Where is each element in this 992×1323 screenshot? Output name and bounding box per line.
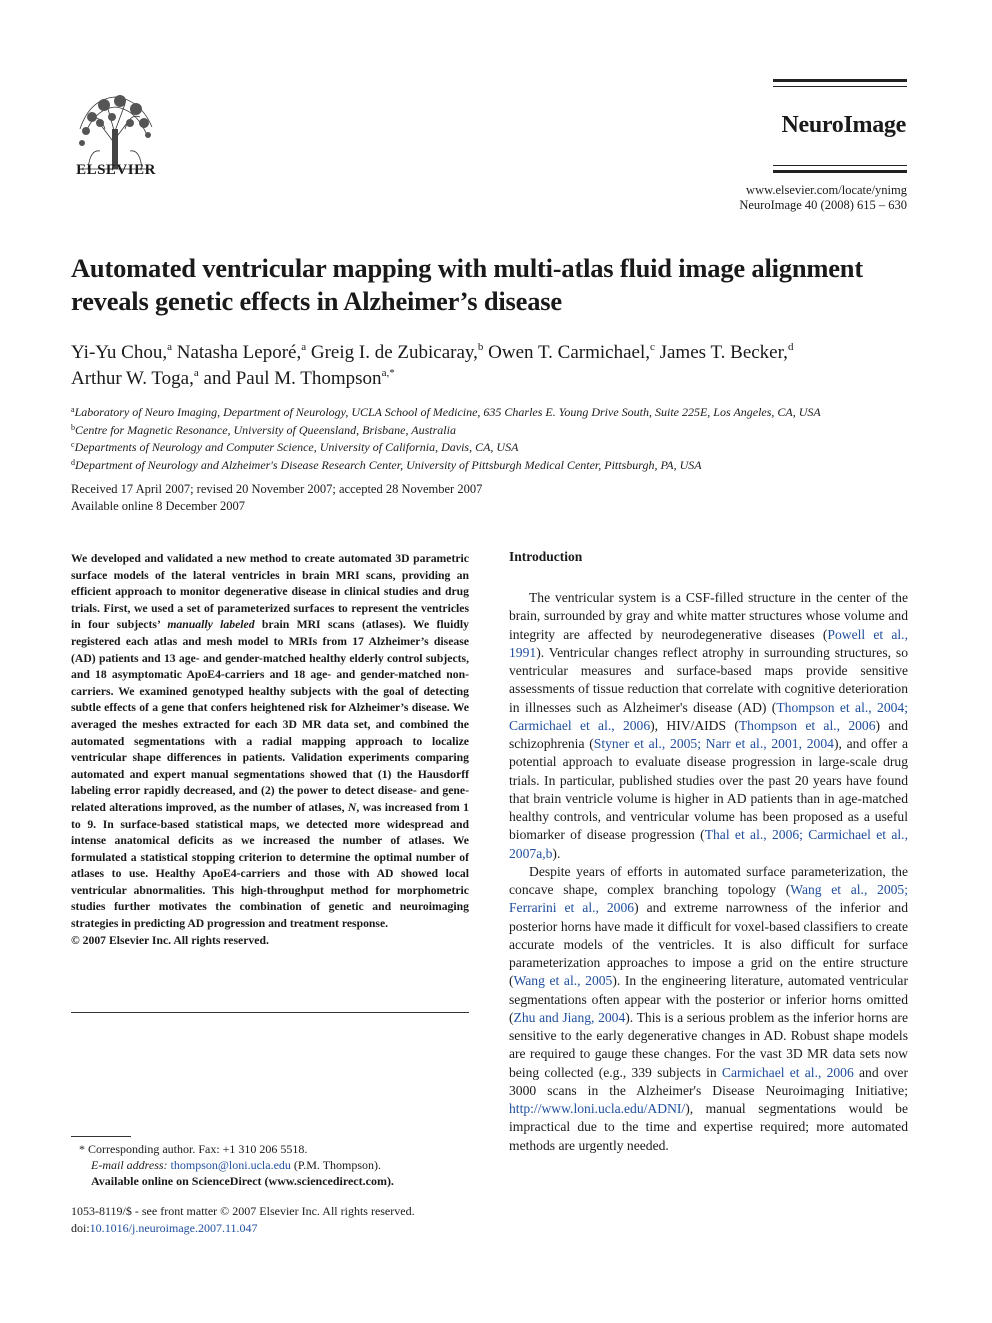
publisher-name: ELSEVIER bbox=[76, 162, 156, 178]
author: Yi-Yu Chou,$^a$ bbox=[71, 341, 172, 363]
affiliation: $^a$Laboratory of Neuro Imaging, Department of Neurology, UCLA School of Medicine, 635 Charles E. Young Drive South, Suite 225E, Los Angeles, CA, USA bbox=[71, 405, 821, 419]
header-rule-bottom-thin bbox=[773, 165, 907, 166]
affiliations bbox=[71, 404, 931, 474]
journal-url[interactable]: www.elsevier.com/locate/ynimg bbox=[746, 183, 907, 197]
citation-link[interactable]: Carmichael et al., 2006 bbox=[721, 1064, 854, 1080]
received-dates: Received 17 April 2007; revised 20 November 2007; accepted 28 November 2007 bbox=[71, 482, 483, 496]
author: and Paul M. Thompson$^{a,*}$ bbox=[203, 367, 395, 389]
affiliation: $^d$Department of Neurology and Alzheimer's Disease Research Center, University of Pittsburgh Medical Center, Pittsburgh, PA, USA bbox=[71, 457, 702, 472]
citation-link[interactable]: Zhu and Jiang, 2004 bbox=[513, 1009, 626, 1025]
section-heading-introduction: Introduction bbox=[509, 549, 583, 564]
intro-text: ), manual segmentations would be impractical due to the time and expertise required; more automated methods are urgently needed. bbox=[509, 1101, 908, 1153]
available-date: Available online 8 December 2007 bbox=[71, 498, 246, 513]
author: Natasha Leporé,$^a$ bbox=[176, 341, 307, 363]
citation-link[interactable]: Wang et al., 2005 bbox=[513, 973, 613, 989]
journal-name: NeuroImage bbox=[781, 112, 906, 138]
citation-link[interactable]: Styner et al., 2005; Narr et al., 2001, 2004 bbox=[593, 736, 834, 751]
issn-line: 1053-8119/$ - see front matter © 2007 Elsevier Inc. All rights reserved. bbox=[71, 1204, 415, 1218]
citation-link[interactable]: Thompson et al., 2006 bbox=[738, 717, 876, 733]
affiliation: $^c$Departments of Neurology and Computer Science, University of California, Davis, CA, USA bbox=[71, 440, 519, 454]
intro-text: ) and schizophrenia ( bbox=[509, 717, 908, 751]
intro-text: ) and extreme narrowness of the inferior and posterior horns have made it difficult for voxel-based classifiers to create accurate models of the ventricles. It is also difficult for surface parameterization approaches to impose a grid on the entire structure ( bbox=[509, 900, 909, 989]
abstract-rule bbox=[71, 1012, 469, 1013]
citation-link[interactable]: Wang et al., 2005; Ferrarini et al., 2006 bbox=[509, 882, 908, 916]
citation-link[interactable]: Thompson et al., 2004; Carmichael et al., 2006 bbox=[509, 699, 909, 733]
intro-text: ), HIV/AIDS ( bbox=[650, 717, 739, 733]
header-rule-top bbox=[773, 79, 907, 82]
intro-text: ). Ventricular changes reflect atrophy in surrounding structures, so ventricular measures and surface-based maps provide sensitive assessments of tissue reduction that correlate with cognitive deterioration in illnesses such as Alzheimer's disease (AD) ( bbox=[509, 644, 908, 715]
abstract: We developed and validated a new method to create automated 3D parametric surface models of the lateral ventricles in brain MRI scans, providing an efficient approach to monitor degenerative disease in clinical studies and drug trials. First, we used a set of parameterized surfaces to represent the ventricles in four subjects’ manually labeled brain MRI scans (atlases). We fluidly registered each atlas and mesh model to MRIs from 17 Alzheimer’s disease (AD) patients and 13 age- and gender-matched healthy elderly control subjects, and 18 asymptomatic ApoE4-carriers and 18 age- and gender-matched non-carriers. We examined genotyped healthy subjects with the goal of detecting subtle effects of a gene that confers heightened risk for Alzheimer’s disease. We averaged the meshes extracted for each 3D MR data set, and combined the automated segmentations with a radial mapping approach to localize ventricular shape differences in patients. Validation experiments comparing automated and expert manual segmentations showed that (1) the Hausdorff labeling error rapidly decreased, and (2) the power to detect disease- and gene-related alterations improved, as the number of atlases, N, was increased from 1 to 9. In surface-based statistical maps, we detected more widespread and intense anatomical deficits as we increased the number of atlases. We formulated a statistical stopping criterion to determine the optimal number of atlases to use. Healthy ApoE4-carriers and those with AD showed local ventricular abnormalities. This high-throughput method for morphometric studies further motivates the combination of genetic and neuroimaging strategies in predicting AD progression and treatment response. © 2007 Elsevier Inc. All rights reserved. bbox=[71, 551, 469, 949]
journal-meta bbox=[739, 183, 907, 212]
article-title: Automated ventricular mapping with multi-atlas fluid image alignment reveals genetic effects in Alzheimer’s disease bbox=[71, 253, 863, 316]
citation-link[interactable]: Thal et al., 2006; Carmichael et al., 2007a,b bbox=[509, 827, 908, 861]
footnote-rule bbox=[71, 1136, 131, 1137]
header-rule-top-thin bbox=[773, 86, 907, 87]
intro-paragraph-2 bbox=[509, 863, 908, 1155]
intro-text: and over 3000 scans in the Alzheimer's Disease Neuroimaging Initiative; bbox=[509, 1064, 908, 1098]
doi-line: doi:10.1016/j.neuroimage.2007.11.047 bbox=[71, 1221, 258, 1235]
author: James T. Becker,$^d$ bbox=[659, 341, 794, 363]
abstract-copyright: © 2007 Elsevier Inc. All rights reserved. bbox=[71, 933, 269, 947]
intro-text: ). This is a serious problem as the inferior horns are sensitive to the early degenerative changes in AD. Robust shape models are required to gauge these changes. For the vast 3D MR data sets now being collected (e.g., 339 subjects in bbox=[509, 1009, 908, 1080]
doi-link[interactable]: 10.1016/j.neuroimage.2007.11.047 bbox=[89, 1221, 258, 1235]
author: Owen T. Carmichael,$^c$ bbox=[488, 341, 655, 363]
intro-text: Despite years of efforts in automated surface parameterization, the concave shape, complex branching topology ( bbox=[509, 863, 908, 897]
introduction-body bbox=[509, 589, 908, 1155]
intro-text: ), and offer a potential approach to evaluate disease progression in large-scale drug trials. In particular, published studies over the past 20 years have found that brain ventricle volume is higher in AD patients than in age-matched healthy controls, and ventricular volume has been proposed as a useful biomarker of disease progression ( bbox=[509, 736, 909, 843]
author-list bbox=[71, 340, 921, 392]
header-rule-bottom bbox=[773, 170, 907, 173]
journal-citation: NeuroImage 40 (2008) 615 – 630 bbox=[739, 197, 907, 212]
intro-text: ). In the engineering literature, automated ventricular segmentations often appear with the posterior or inferior horns omitted ( bbox=[509, 973, 908, 1025]
citation-link[interactable]: http://www.loni.ucla.edu/ADNI/ bbox=[509, 1101, 686, 1116]
email-link[interactable]: thompson@loni.ucla.edu bbox=[170, 1158, 291, 1172]
intro-paragraph-1 bbox=[509, 589, 908, 863]
footnote bbox=[71, 1141, 471, 1189]
issn-block bbox=[71, 1203, 415, 1237]
author: Greig I. de Zubicaray,$^b$ bbox=[310, 341, 484, 363]
email-line: E-mail address: thompson@loni.ucla.edu (P.M. Thompson). bbox=[91, 1158, 382, 1172]
intro-text: The ventricular system is a CSF-filled structure in the center of the brain, surrounded by gray and white matter structures whose volume and integrity are affected by neurodegenerative diseases ( bbox=[509, 590, 908, 642]
corresponding-author: * Corresponding author. Fax: +1 310 206 5518. bbox=[79, 1142, 308, 1156]
sciencedirect-note: Available online on ScienceDirect (www.sciencedirect.com). bbox=[91, 1174, 394, 1188]
article-dates bbox=[71, 481, 482, 514]
affiliation: $^b$Centre for Magnetic Resonance, University of Queensland, Brisbane, Australia bbox=[71, 422, 456, 437]
author: Arthur W. Toga,$^a$ bbox=[71, 367, 199, 389]
intro-text: ). bbox=[552, 845, 561, 861]
citation-link[interactable]: Powell et al., 1991 bbox=[509, 626, 908, 660]
